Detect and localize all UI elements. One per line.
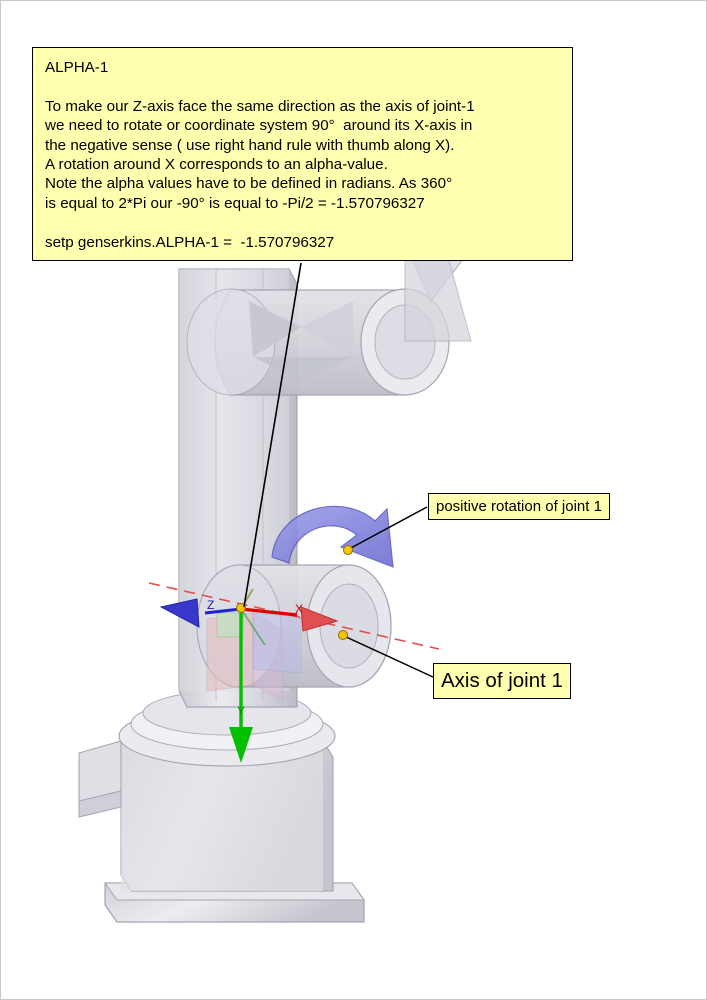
alpha-note-line-3: we need to rotate or coordinate system 90° around its X-axis in: [45, 117, 473, 135]
alpha-note-command: setp genserkins.ALPHA-1 = -1.570796327: [45, 233, 335, 251]
alpha-note-line-1: [45, 77, 560, 96]
alpha-1-note-box: [32, 47, 573, 261]
alpha-note-line-7: is equal to 2*Pi our -90° is equal to -Pi/2 = -1.570796327: [45, 194, 425, 212]
alpha-note-line-0: ALPHA-1: [45, 59, 109, 76]
axis-label-z: Z: [207, 598, 215, 612]
callout-axis-of-joint-1-label: Axis of joint 1: [441, 669, 563, 692]
alpha-note-line-8: [45, 213, 560, 232]
marker-dot-axis-of-joint-1: [339, 631, 348, 640]
callout-positive-rotation: [428, 493, 610, 520]
callout-axis-of-joint-1: [433, 663, 571, 699]
axis-label-y: Y: [237, 704, 246, 718]
marker-dot-positive-rotation: [344, 546, 353, 555]
alpha-note-line-4: the negative sense ( use right hand rule with thumb along X).: [45, 136, 455, 154]
joint1-housing: [197, 565, 391, 701]
alpha-note-line-6: Note the alpha values have to be defined in radians. As 360°: [45, 175, 453, 193]
robot-base: [79, 691, 364, 922]
alpha-note-line-2: To make our Z-axis face the same direction as the axis of joint-1: [45, 97, 475, 115]
alpha-note-line-5: A rotation around X corresponds to an alpha-value.: [45, 156, 388, 174]
callout-positive-rotation-label: positive rotation of joint 1: [436, 498, 602, 515]
axis-label-x: X: [295, 602, 304, 616]
